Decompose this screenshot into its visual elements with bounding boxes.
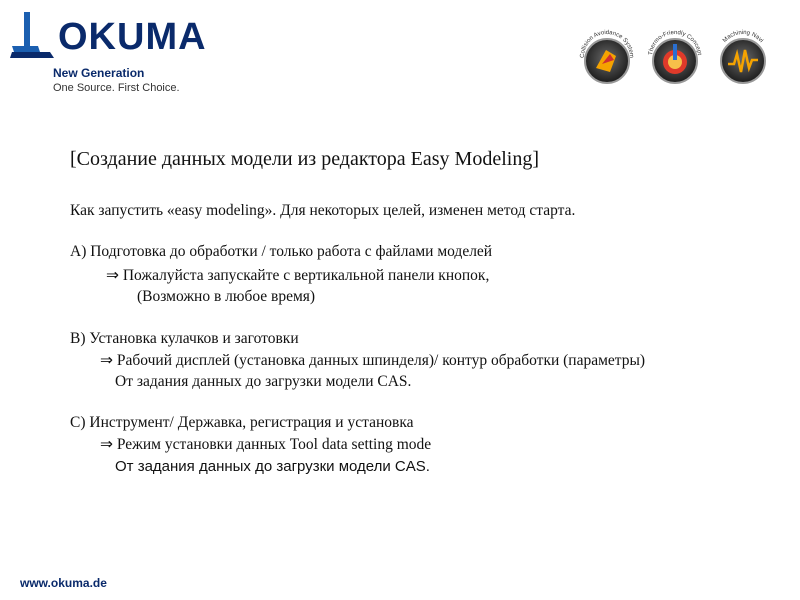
intro-text: Как запустить «easy modeling». Для некоторых целей, изменен метод старта.	[70, 202, 576, 219]
section-a-line-1: ⇒ Пожалуйста запускайте с вертикальной панели кнопок,	[106, 267, 490, 284]
okuma-logo-mark-icon	[10, 10, 56, 60]
logo-wordmark: OKUMA	[58, 16, 207, 58]
thermo-friendly-badge	[644, 26, 706, 88]
section-c-line-2: От задания данных до загрузки модели CAS.	[115, 458, 430, 475]
section-c-line-1: ⇒ Режим установки данных Tool data setting mode	[100, 436, 432, 453]
section-b-heading: B) Установка кулачков и заготовки	[70, 330, 299, 347]
section-b-line-1: ⇒ Рабочий дисплей (установка данных шпинделя)/ контур обработки (параметры)	[100, 352, 646, 369]
tagline-one-source: One Source. First Choice.	[53, 82, 180, 94]
machining-navi-badge	[712, 26, 774, 88]
section-c-heading: C) Инструмент/ Державка, регистрация и установка	[70, 414, 414, 431]
thermo-friendly-icon	[644, 26, 706, 88]
section-b-line-2: От задания данных до загрузки модели CAS.	[115, 373, 412, 390]
machining-navi-label: Machining Navi	[722, 29, 765, 44]
collision-avoidance-label: Collision Avoidance System	[579, 29, 635, 59]
thermo-friendly-label: Thermo-Friendly Concept	[648, 29, 702, 56]
okuma-logo	[10, 10, 220, 60]
collision-avoidance-badge	[576, 26, 638, 88]
collision-avoidance-icon	[576, 26, 638, 88]
page-title: [Создание данных модели из редактора Easy Modeling]	[70, 148, 539, 170]
section-a-heading: A) Подготовка до обработки / только работа с файлами моделей	[70, 243, 493, 260]
machining-navi-icon	[712, 26, 774, 88]
tagline-new-generation: New Generation	[53, 66, 145, 80]
footer-url[interactable]: www.okuma.de	[20, 576, 107, 590]
section-a-line-2: (Возможно в любое время)	[137, 288, 316, 305]
